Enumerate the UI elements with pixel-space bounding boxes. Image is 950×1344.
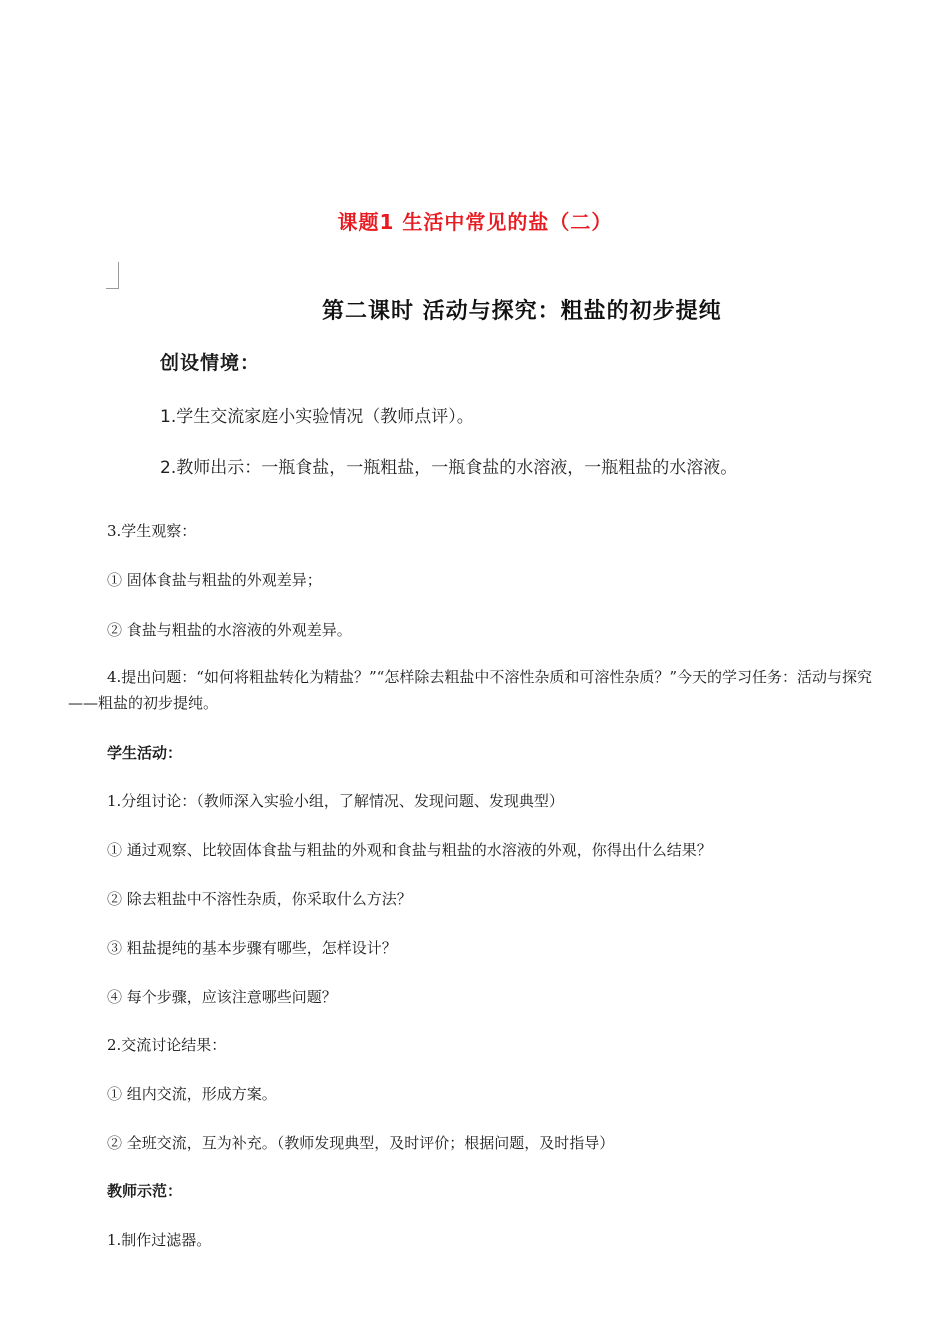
discuss-point-2: ② 除去粗盐中不溶性杂质，你采取什么方法？ <box>107 890 412 908</box>
discuss-label: 1.分组讨论：（教师深入实验小组，了解情况、发现问题、发现典型） <box>107 792 564 810</box>
teacher-demo-heading: 教师示范： <box>107 1182 183 1200</box>
observe-point-1: ① 固体食盐与粗盐的外观差异； <box>107 571 322 589</box>
observe-point-2: ② 食盐与粗盐的水溶液的外观差异。 <box>107 621 352 639</box>
document-title: 课题1 生活中常见的盐（二） <box>337 210 613 234</box>
student-activity-heading: 学生活动： <box>107 744 183 762</box>
teacher-demo-step-1: 1.制作过滤器。 <box>107 1231 212 1249</box>
result-point-2: ② 全班交流，互为补充。（教师发现典型，及时评价；根据问题，及时指导） <box>107 1134 615 1152</box>
result-label: 2.交流讨论结果： <box>107 1036 227 1054</box>
observe-label: 3.学生观察： <box>107 522 197 540</box>
scenario-item-1: 1.学生交流家庭小实验情况（教师点评）。 <box>160 407 474 427</box>
question-paragraph: 4.提出问题：“如何将粗盐转化为精盐？”“怎样除去粗盐中不溶性杂质和可溶性杂质？”今天的学习任务：活动与探究——粗盐的初步提纯。 <box>68 668 872 712</box>
discuss-point-3: ③ 粗盐提纯的基本步骤有哪些，怎样设计？ <box>107 939 397 957</box>
lesson-subtitle: 第二课时 活动与探究：粗盐的初步提纯 <box>322 299 722 324</box>
discuss-point-1: ① 通过观察、比较固体食盐与粗盐的外观和食盐与粗盐的水溶液的外观，你得出什么结果？ <box>107 841 712 859</box>
scenario-heading: 创设情境： <box>160 352 261 374</box>
result-point-1: ① 组内交流，形成方案。 <box>107 1085 277 1103</box>
discuss-point-4: ④ 每个步骤，应该注意哪些问题？ <box>107 988 337 1006</box>
scenario-item-2: 2.教师出示：一瓶食盐，一瓶粗盐，一瓶食盐的水溶液，一瓶粗盐的水溶液。 <box>160 458 738 478</box>
page-corner-mark <box>106 262 119 289</box>
